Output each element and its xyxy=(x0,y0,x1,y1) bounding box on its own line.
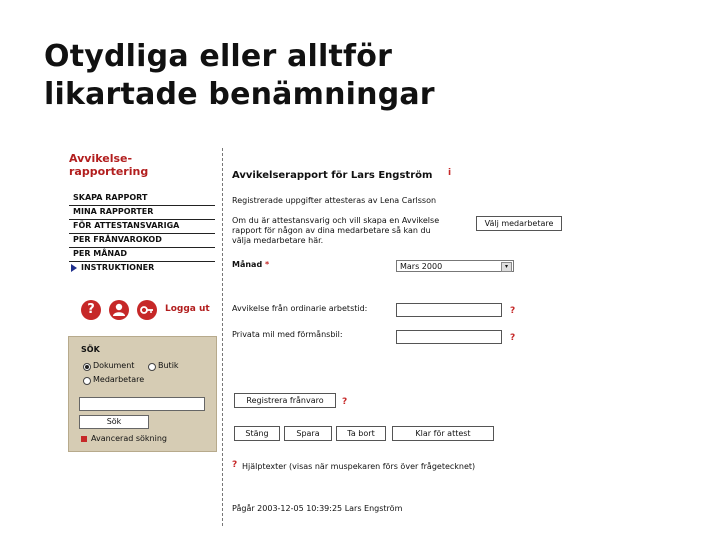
register-absence-help-icon[interactable]: ? xyxy=(342,397,348,407)
register-absence-button[interactable]: Registrera frånvaro xyxy=(234,393,336,408)
nav-item-instruktioner[interactable] xyxy=(69,262,215,275)
search-panel xyxy=(68,336,217,452)
registered-by-text: Registrerade uppgifter attesteras av Lena Carlsson xyxy=(232,196,437,205)
private-mileage-help-icon[interactable]: ? xyxy=(510,333,516,343)
slide-title xyxy=(44,38,684,114)
month-required-mark: * xyxy=(264,260,270,269)
radio-medarbetare-label: Medarbetare xyxy=(93,375,145,384)
title-help-icon[interactable]: i xyxy=(448,168,452,178)
deviation-field-label: Avvikelse från ordinarie arbetstid: xyxy=(232,304,368,313)
radio-dokument-label: Dokument xyxy=(93,361,135,370)
app-brand xyxy=(69,152,148,178)
radio-medarbetare[interactable] xyxy=(83,377,91,385)
radio-butik-label: Butik xyxy=(158,361,179,370)
slide-title-line-1: Otydliga eller alltför xyxy=(44,39,393,74)
brand-line-2: rapportering xyxy=(69,165,149,178)
chevron-down-icon[interactable]: ▾ xyxy=(501,262,512,272)
nav-item-per-franvarokod[interactable]: PER FRÅNVAROKOD xyxy=(69,234,215,248)
nav-item-skapa-rapport[interactable]: SKAPA RAPPORT xyxy=(69,192,215,206)
user-icon[interactable] xyxy=(109,300,129,320)
private-mileage-label: Privata mil med förmånsbil: xyxy=(232,330,343,339)
deviation-input[interactable] xyxy=(396,303,502,317)
close-button[interactable]: Stäng xyxy=(234,426,280,441)
nav-item-for-attestansvariga[interactable]: FÖR ATTESTANSVARIGA xyxy=(69,220,215,234)
info-text-line-2: rapport för någon av dina medarbetare så kan du xyxy=(232,226,431,235)
nav-item-instruktioner-label: INSTRUKTIONER xyxy=(81,263,155,272)
month-label xyxy=(232,260,269,270)
arrow-right-icon xyxy=(71,264,77,272)
question-icon[interactable]: ? xyxy=(81,300,101,320)
status-line: Pågår 2003-12-05 10:39:25 Lars Engström xyxy=(232,504,403,513)
month-select-value: Mars 2000 xyxy=(400,262,443,271)
nav-item-per-manad[interactable]: PER MÅNAD xyxy=(69,248,215,262)
month-label-text: Månad xyxy=(232,260,263,269)
save-button[interactable]: Spara xyxy=(284,426,332,441)
ready-for-attest-button[interactable]: Klar för attest xyxy=(392,426,494,441)
radio-butik[interactable] xyxy=(148,363,156,371)
report-form xyxy=(230,150,570,530)
delete-button[interactable]: Ta bort xyxy=(336,426,386,441)
search-input[interactable] xyxy=(79,397,205,411)
slide-title-line-2: likartade benämningar xyxy=(44,77,435,112)
helptext-note: Hjälptexter (visas när muspekaren förs över frågetecknet) xyxy=(242,462,476,471)
nav-item-mina-rapporter[interactable]: MINA RAPPORTER xyxy=(69,206,215,220)
deviation-help-icon[interactable]: ? xyxy=(510,306,516,316)
advanced-search-checkbox[interactable] xyxy=(81,436,87,442)
page-title: Avvikelserapport för Lars Engström xyxy=(232,170,433,181)
key-icon[interactable] xyxy=(137,300,157,320)
key-icon-glyph xyxy=(137,300,157,320)
radio-dokument[interactable] xyxy=(83,363,91,371)
info-text-line-3: välja medarbetare här. xyxy=(232,236,324,245)
private-mileage-input[interactable] xyxy=(396,330,502,344)
nav-menu xyxy=(69,192,215,275)
brand-line-1: Avvikelse- xyxy=(69,152,133,165)
search-title: SÖK xyxy=(81,345,100,354)
logout-link[interactable]: Logga ut xyxy=(165,304,210,314)
search-button[interactable]: Sök xyxy=(79,415,149,429)
advanced-search-link[interactable]: Avancerad sökning xyxy=(91,434,167,443)
helptext-info-icon: ? xyxy=(232,460,238,470)
info-text-line-1: Om du är attestansvarig och vill skapa en Avvikelse xyxy=(232,216,440,225)
user-icon-glyph xyxy=(109,300,129,320)
month-select[interactable] xyxy=(396,260,514,272)
choose-employee-button[interactable]: Välj medarbetare xyxy=(476,216,562,231)
column-divider xyxy=(222,148,223,526)
